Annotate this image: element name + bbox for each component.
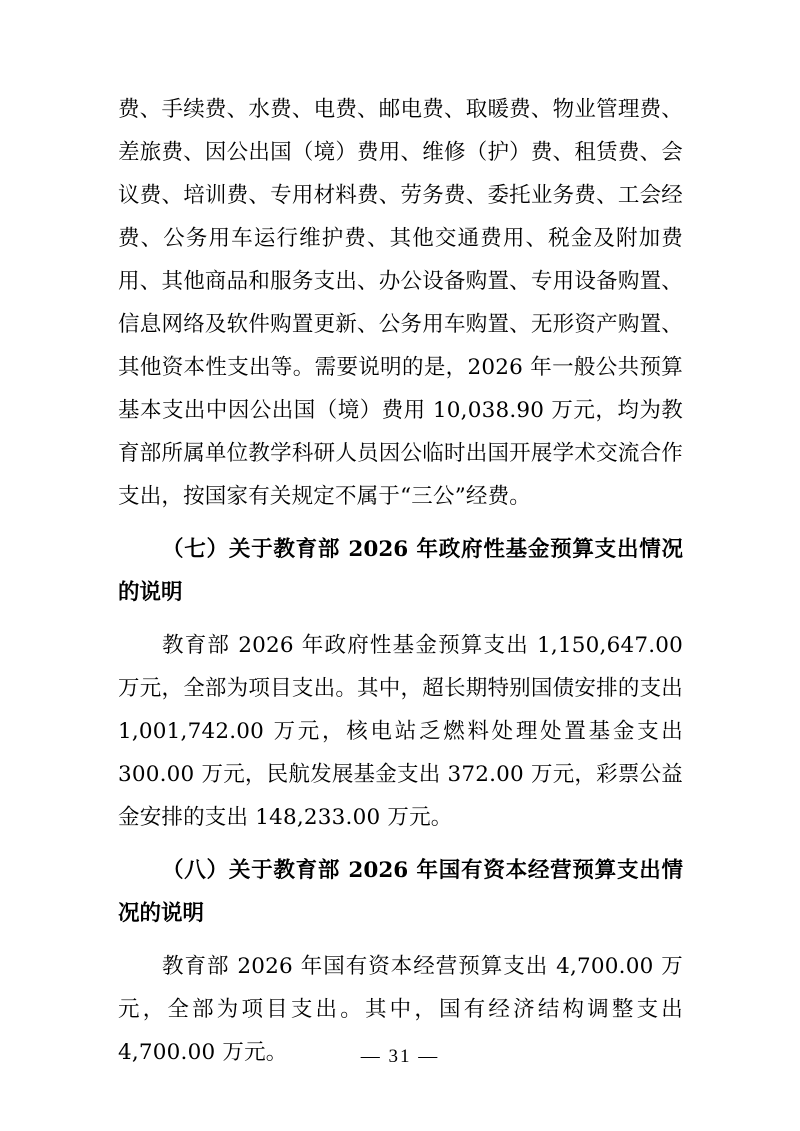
section-eight-heading: （八）关于教育部 2026 年国有资本经营预算支出情况的说明 xyxy=(118,858,683,926)
spacer xyxy=(118,614,683,624)
spacer xyxy=(118,518,683,528)
section-seven-body: 教育部 2026 年政府性基金预算支出 1,150,647.00 万元，全部为项目支出。其中，超长期特别国债安排的支出 1,001,742.00 万元，核电站乏燃料处理处置基金支出 300.00 万元，民航发展基金支出 372.00 万元，彩票公益金安排的支出 148,233.00 万元。 xyxy=(118,633,683,830)
spacer xyxy=(118,935,683,945)
paragraph-expense-items: 费、手续费、水费、电费、邮电费、取暖费、物业管理费、差旅费、因公出国（境）费用、维修（护）费、租赁费、会议费、培训费、专用材料费、劳务费、委托业务费、工会经费、公务用车运行维护费、其他交通费用、税金及附加费用、其他商品和服务支出、办公设备购置、专用设备购置、信息网络及软件购置更新、公务用车购置、无形资产购置、其他资本性支出等。需要说明的是，2026 年一般公共预算基本支出中因公出国（境）费用 10,038.90 万元，均为教育部所属单位教学科研人员因公临时出国开展学术交流合作支出，按国家有关规定不属于“三公”经费。 xyxy=(118,97,683,509)
section-seven-heading: （七）关于教育部 2026 年政府性基金预算支出情况的说明 xyxy=(118,537,683,605)
page-content xyxy=(118,88,683,1074)
spacer xyxy=(118,839,683,849)
section-eight-body: 教育部 2026 年国有资本经营预算支出 4,700.00 万元，全部为项目支出。其中，国有经济结构调整支出 4,700.00 万元。 xyxy=(118,954,683,1065)
page-number: — 31 — xyxy=(360,1046,440,1067)
